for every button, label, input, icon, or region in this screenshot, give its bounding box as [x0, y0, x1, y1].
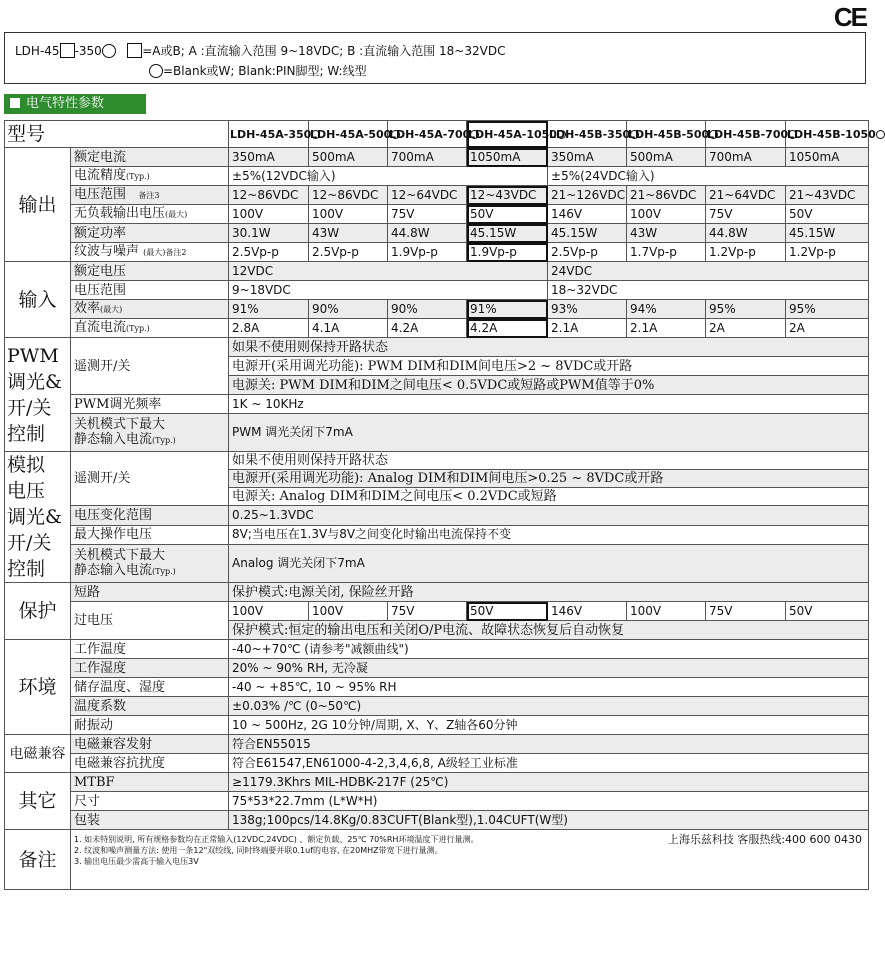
- cell: 1.2Vp-p: [706, 243, 786, 262]
- row-label: 电压变化范围: [71, 506, 229, 525]
- cell: 0.25~1.3VDC: [229, 506, 869, 525]
- cell: 90%: [309, 300, 388, 319]
- output-accuracy-row: [5, 167, 869, 186]
- row-label: 遥测开/关: [71, 452, 229, 506]
- cell: 91%: [467, 300, 548, 319]
- section-header: [4, 94, 146, 114]
- output-voltage-range-row: [5, 186, 869, 205]
- cell: 95%: [706, 300, 786, 319]
- cell: 保护模式:恒定的输出电压和关闭O/P电流、故障状态恢复后自动恢复: [229, 621, 869, 640]
- blank-square-icon: [60, 43, 75, 58]
- cell: 9~18VDC: [229, 281, 548, 300]
- cell: 50V: [467, 205, 548, 224]
- circle-icon: [876, 130, 885, 139]
- section-model: 型号: [5, 121, 229, 148]
- cell: PWM 调光关闭下7mA: [229, 414, 869, 452]
- row-label: 关机模式下最大 静态输入电流(Typ.): [71, 544, 229, 582]
- cell: 100V: [309, 602, 388, 621]
- row-label: 电磁兼容抗扰度: [71, 754, 229, 773]
- model-option-w: =Blank或W; Blank:PIN脚型; W:线型: [163, 64, 367, 78]
- cell: 93%: [548, 300, 627, 319]
- row-label: 储存温度、湿度: [71, 678, 229, 697]
- row-label: 工作湿度: [71, 659, 229, 678]
- pwm-standby-row: [5, 414, 869, 452]
- cell: 94%: [627, 300, 706, 319]
- model-code-line-2: [149, 62, 367, 79]
- row-label: 纹波与噪声 (最大)备注2: [71, 243, 229, 262]
- cell: 21~126VDC: [548, 186, 627, 205]
- row-label: 最大操作电压: [71, 525, 229, 544]
- cell: 50V: [786, 602, 869, 621]
- cell: 如果不使用则保持开路状态: [229, 452, 869, 470]
- section-remark: 备注: [5, 830, 71, 890]
- ce-mark: CE: [833, 2, 866, 32]
- cell: 24VDC: [548, 262, 869, 281]
- cell: 4.2A: [467, 319, 548, 338]
- row-label: 电流精度(Typ.): [71, 167, 229, 186]
- emc-row: [5, 735, 869, 754]
- model-header: LDH-45A-500: [309, 121, 388, 148]
- section-protect: 保护: [5, 583, 71, 640]
- cell: 146V: [548, 205, 627, 224]
- cell: 43W: [309, 224, 388, 243]
- row-label: PWM调光频率: [71, 395, 229, 414]
- cell: 10 ~ 500Hz, 2G 10分钟/周期, X、Y、Z轴各60分钟: [229, 716, 869, 735]
- env-row: [5, 697, 869, 716]
- cell: 2.1A: [627, 319, 706, 338]
- env-row: [5, 678, 869, 697]
- model-prefix: LDH-45: [15, 44, 60, 58]
- cell: 45.15W: [786, 224, 869, 243]
- row-label: 额定电流: [71, 148, 229, 167]
- cell: Analog 调光关闭下7mA: [229, 544, 869, 582]
- cell: 21~64VDC: [706, 186, 786, 205]
- output-rated-power-row: [5, 224, 869, 243]
- input-dc-current-row: [5, 319, 869, 338]
- cell: ±5%(12VDC输入): [229, 167, 548, 186]
- output-ripple-row: [5, 243, 869, 262]
- section-output: 输出: [5, 148, 71, 262]
- cell: 500mA: [309, 148, 388, 167]
- model-header: LDH-45A-1050: [467, 121, 548, 148]
- cell: 500mA: [627, 148, 706, 167]
- row-label: 关机模式下最大 静态输入电流(Typ.): [71, 414, 229, 452]
- cell: 12~86VDC: [309, 186, 388, 205]
- cell: 43W: [627, 224, 706, 243]
- cell: ±0.03% /℃ (0~50℃): [229, 697, 869, 716]
- cell: 电源开(采用调光功能): Analog DIM和DIM间电压>0.25 ~ 8VDC或开路: [229, 470, 869, 488]
- output-rated-current-row: [5, 148, 869, 167]
- cell: 30.1W: [229, 224, 309, 243]
- cell: 4.1A: [309, 319, 388, 338]
- emc-row: [5, 754, 869, 773]
- cell: -40~+70℃ (请参考"减额曲线"): [229, 640, 869, 659]
- cell: 100V: [627, 602, 706, 621]
- cell: 12~43VDC: [467, 186, 548, 205]
- model-header: LDH-45A-700: [388, 121, 467, 148]
- env-row: [5, 716, 869, 735]
- cell: 21~43VDC: [786, 186, 869, 205]
- cell: 75*53*22.7mm (L*W*H): [229, 792, 869, 811]
- model-header: LDH-45B-350: [548, 121, 627, 148]
- cell: 2.5Vp-p: [229, 243, 309, 262]
- remark-note-3: 3. 输出电压最少需高于输入电压3V: [74, 857, 199, 866]
- section-input: 输入: [5, 262, 71, 338]
- output-no-load-row: [5, 205, 869, 224]
- cell: 100V: [627, 205, 706, 224]
- cell: 100V: [309, 205, 388, 224]
- section-emc: 电磁兼容: [5, 735, 71, 773]
- row-label: 效率(最大): [71, 300, 229, 319]
- model-header: LDH-45B-500: [627, 121, 706, 148]
- cell: 1.7Vp-p: [627, 243, 706, 262]
- analog-range-row: [5, 506, 869, 525]
- cell: 2.8A: [229, 319, 309, 338]
- cell: 2A: [786, 319, 869, 338]
- env-row: [5, 659, 869, 678]
- model-code-line-1: [15, 42, 505, 59]
- row-label: 包装: [71, 811, 229, 830]
- cell: 电源关: Analog DIM和DIM之间电压< 0.2VDC或短路: [229, 488, 869, 506]
- cell: 8V;当电压在1.3V与8V之间变化时输出电流保持不变: [229, 525, 869, 544]
- cell: 符合E61547,EN61000-4-2,3,4,6,8, A级轻工业标准: [229, 754, 869, 773]
- row-label: 电压范围 备注3: [71, 186, 229, 205]
- cell: 44.8W: [388, 224, 467, 243]
- cell: 12~86VDC: [229, 186, 309, 205]
- cell: 1K ~ 10KHz: [229, 395, 869, 414]
- row-label: 无负载输出电压(最大): [71, 205, 229, 224]
- row-label: 直流电流(Typ.): [71, 319, 229, 338]
- row-label: 尺寸: [71, 792, 229, 811]
- cell: 如果不使用则保持开路状态: [229, 338, 869, 357]
- row-label: 过电压: [71, 602, 229, 640]
- protect-short-row: [5, 583, 869, 602]
- blank-circle-icon: [102, 44, 116, 58]
- row-label: 额定电压: [71, 262, 229, 281]
- section-analog: 模拟 电压 调光& 开/关 控制: [5, 452, 71, 583]
- section-other: 其它: [5, 773, 71, 830]
- input-rated-voltage-row: [5, 262, 869, 281]
- cell: 21~86VDC: [627, 186, 706, 205]
- remark-note-2: 2. 纹波和噪声测量方法: 使用一条12"双绞线, 同时终端要并联0.1uf的电容, 在20MHZ带宽下进行量测。: [74, 846, 443, 855]
- model-header: LDH-45B-1050: [786, 121, 869, 148]
- cell: 1050mA: [786, 148, 869, 167]
- cell: 2.5Vp-p: [309, 243, 388, 262]
- row-label: 电磁兼容发射: [71, 735, 229, 754]
- cell: 12~64VDC: [388, 186, 467, 205]
- remark-cell: [71, 830, 869, 890]
- row-label: 工作温度: [71, 640, 229, 659]
- row-label: MTBF: [71, 773, 229, 792]
- remark-note-1: 1. 如未特别说明, 所有规格参数均在正常输入(12VDC,24VDC) 、额定负载、25℃ 70%RH环境温度下进行量测。: [74, 835, 479, 844]
- cell: 146V: [548, 602, 627, 621]
- cell: 45.15W: [548, 224, 627, 243]
- cell: 44.8W: [706, 224, 786, 243]
- cell: 75V: [388, 205, 467, 224]
- cell: 138g;100pcs/14.8Kg/0.83CUFT(Blank型),1.04CUFT(W型): [229, 811, 869, 830]
- row-label: 温度系数: [71, 697, 229, 716]
- remark-row: [5, 830, 869, 890]
- cell: 100V: [229, 205, 309, 224]
- cell: 12VDC: [229, 262, 548, 281]
- cell: 75V: [388, 602, 467, 621]
- model-code-box: [4, 32, 866, 84]
- hotline: 上海乐兹科技 客服热线:400 600 0430: [667, 833, 863, 846]
- cell: ±5%(24VDC输入): [548, 167, 869, 186]
- analog-remote-row-1: [5, 452, 869, 470]
- row-label: 短路: [71, 583, 229, 602]
- cell: 100V: [229, 602, 309, 621]
- cell: 20% ~ 90% RH, 无冷凝: [229, 659, 869, 678]
- cell: 18~32VDC: [548, 281, 869, 300]
- cell: 符合EN55015: [229, 735, 869, 754]
- cell: 95%: [786, 300, 869, 319]
- row-label: 耐振动: [71, 716, 229, 735]
- row-label: 额定功率: [71, 224, 229, 243]
- cell: 75V: [706, 205, 786, 224]
- cell: 电源关: PWM DIM和DIM之间电压< 0.5VDC或短路或PWM值等于0%: [229, 376, 869, 395]
- cell: 350mA: [548, 148, 627, 167]
- cell: 电源开(采用调光功能): PWM DIM和DIM间电压>2 ~ 8VDC或开路: [229, 357, 869, 376]
- spec-table: [4, 120, 876, 890]
- blank-circle-icon: [149, 64, 163, 78]
- cell: 1.9Vp-p: [388, 243, 467, 262]
- model-header: LDH-45B-700: [706, 121, 786, 148]
- cell: 1.2Vp-p: [786, 243, 869, 262]
- model-header: LDH-45A-350: [229, 121, 309, 148]
- model-suffix: -350: [74, 44, 102, 58]
- cell: 700mA: [706, 148, 786, 167]
- section-pwm: PWM 调光& 开/关 控制: [5, 338, 71, 452]
- cell: 91%: [229, 300, 309, 319]
- cell: 45.15W: [467, 224, 548, 243]
- input-efficiency-row: [5, 300, 869, 319]
- cell: 4.2A: [388, 319, 467, 338]
- cell: 350mA: [229, 148, 309, 167]
- square-bullet-icon: [10, 98, 20, 108]
- cell: 2.5Vp-p: [548, 243, 627, 262]
- cell: 1050mA: [467, 148, 548, 167]
- cell: 90%: [388, 300, 467, 319]
- input-voltage-range-row: [5, 281, 869, 300]
- cell: ≥1179.3Khrs MIL-HDBK-217F (25℃): [229, 773, 869, 792]
- section-env: 环境: [5, 640, 71, 735]
- pwm-remote-row-1: [5, 338, 869, 357]
- other-row: [5, 773, 869, 792]
- pwm-freq-row: [5, 395, 869, 414]
- blank-square-icon: [127, 43, 142, 58]
- cell: -40 ~ +85℃, 10 ~ 95% RH: [229, 678, 869, 697]
- cell: 保护模式:电源关闭, 保险丝开路: [229, 583, 869, 602]
- cell: 2.1A: [548, 319, 627, 338]
- model-row: [5, 121, 869, 148]
- model-option-ab: =A或B; A :直流输入范围 9~18VDC; B :直流输入范围 18~32VDC: [142, 44, 506, 58]
- section-header-text: 电气特性参数: [26, 96, 105, 111]
- cell: 50V: [467, 602, 548, 621]
- analog-standby-row: [5, 544, 869, 582]
- analog-max-row: [5, 525, 869, 544]
- cell: 1.9Vp-p: [467, 243, 548, 262]
- row-label: 电压范围: [71, 281, 229, 300]
- other-row: [5, 792, 869, 811]
- cell: 75V: [706, 602, 786, 621]
- cell: 700mA: [388, 148, 467, 167]
- env-row: [5, 640, 869, 659]
- other-row: [5, 811, 869, 830]
- protect-ov-row: [5, 602, 869, 621]
- cell: 2A: [706, 319, 786, 338]
- row-label: 遥测开/关: [71, 338, 229, 395]
- cell: 50V: [786, 205, 869, 224]
